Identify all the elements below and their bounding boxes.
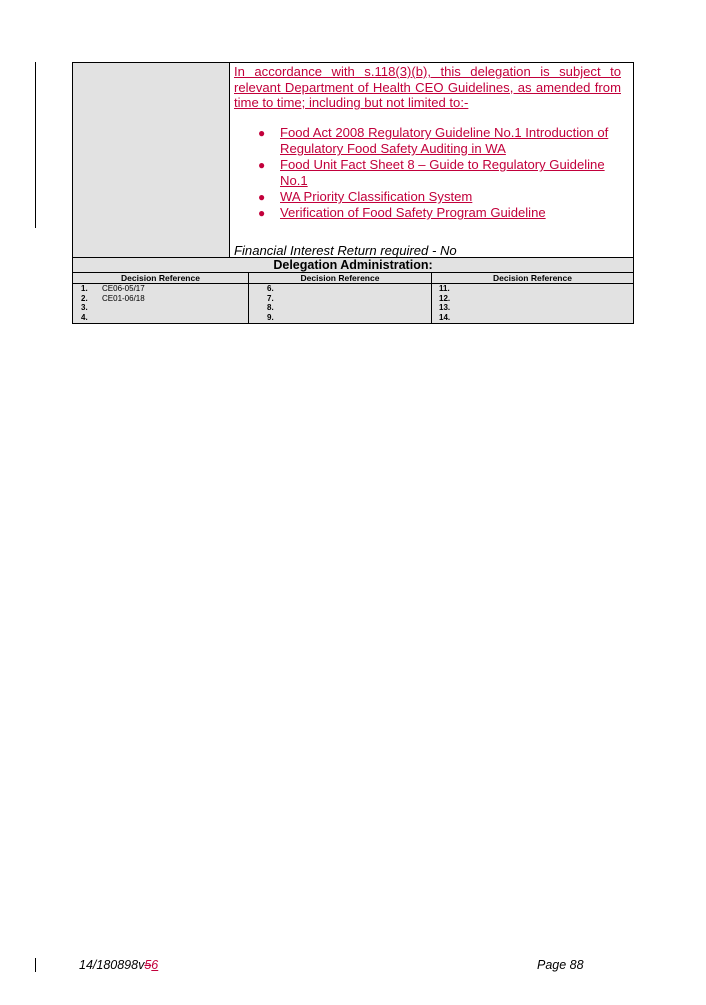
decision-column — [432, 273, 633, 323]
table-row: 9. — [267, 312, 274, 322]
table-row: 11. — [439, 284, 450, 293]
decision-reference-table — [72, 273, 634, 324]
decision-column — [73, 273, 249, 323]
table-row: 3. — [81, 303, 88, 312]
table-row: 6. — [267, 284, 274, 293]
table-row: 8. — [267, 303, 274, 312]
column-header: Decision Reference — [249, 273, 431, 284]
table-row: 12. — [439, 293, 451, 303]
change-bar — [35, 958, 36, 972]
list-item: ● Verification of Food Safety Program Guideline — [258, 205, 546, 220]
table-row: 7. — [267, 293, 274, 303]
change-bar — [35, 62, 36, 228]
list-item: ● Food Act 2008 Regulatory Guideline No.1 Introduction of Regulatory Food Safety Auditing in WA — [258, 125, 609, 156]
list-item: ● Food Unit Fact Sheet 8 – Guide to Regulatory Guideline No.1 — [258, 157, 605, 188]
label-cell — [73, 63, 230, 257]
guideline-list — [258, 125, 622, 221]
inserted-version: 6 — [151, 958, 159, 972]
delegation-table — [72, 62, 634, 258]
column-header: Decision Reference — [432, 273, 633, 284]
decision-column — [249, 273, 432, 323]
page-number: Page 88 — [537, 958, 584, 972]
guideline-paragraph: In accordance with s.118(3)(b), this delegation is subject to relevant Department of Health CEO Guidelines, as amended from time to time; including but not limited to:- — [234, 64, 621, 110]
financial-interest-text: Financial Interest Return required - No — [234, 243, 457, 258]
bullet-icon: ● — [258, 206, 266, 220]
list-item: ● WA Priority Classification System — [258, 189, 473, 204]
table-row: 13. — [439, 303, 451, 312]
content-cell — [230, 63, 633, 257]
table-row: 4. — [81, 312, 88, 322]
table-row: 14. — [439, 312, 451, 322]
admin-title: Delegation Administration: — [72, 258, 634, 273]
column-header: Decision Reference — [73, 273, 248, 284]
deleted-version: 5 — [144, 958, 152, 972]
table-row: 2. CE01-06/18 — [81, 293, 145, 303]
bullet-icon: ● — [258, 190, 266, 204]
bullet-icon: ● — [258, 158, 266, 172]
table-row: 1. CE06-05/17 — [81, 284, 145, 293]
document-number: 14/180898v56 — [79, 958, 159, 972]
bullet-icon: ● — [258, 126, 266, 140]
